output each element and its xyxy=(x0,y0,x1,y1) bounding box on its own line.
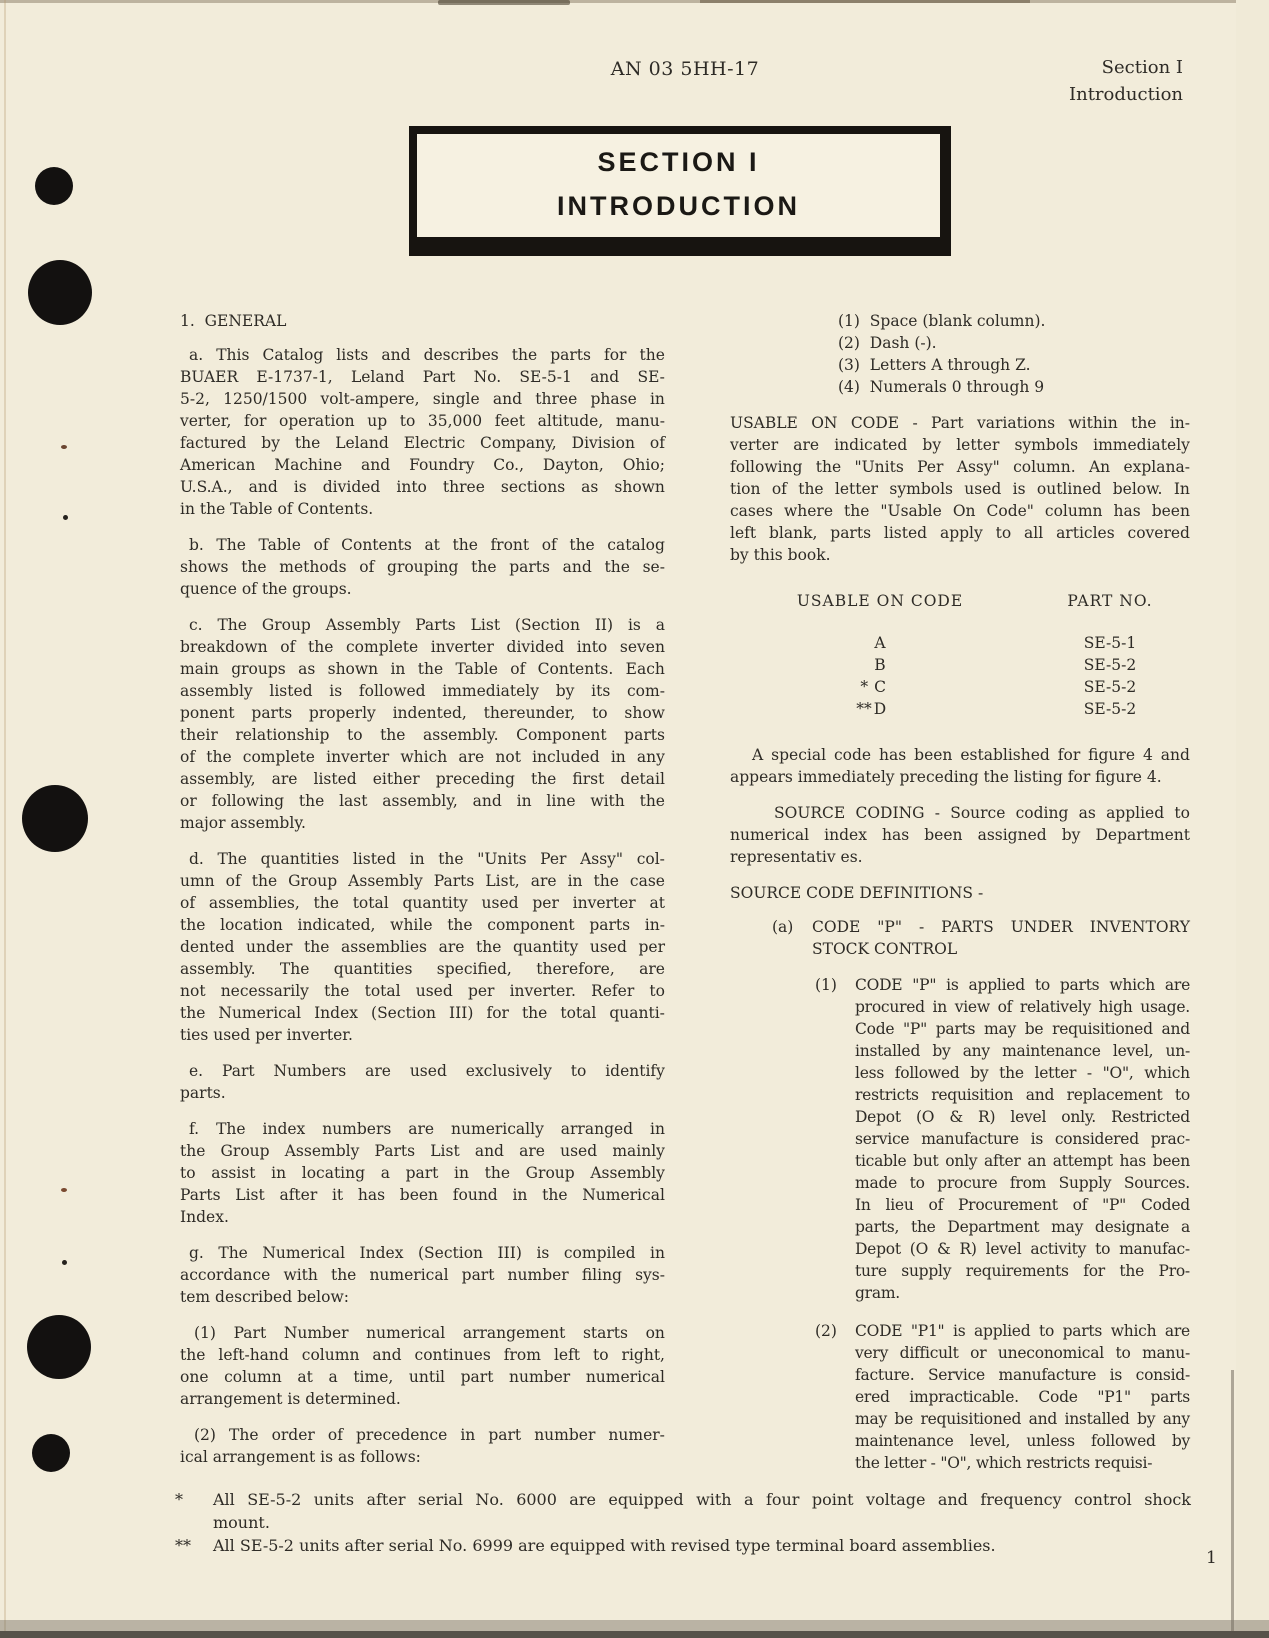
right-text-column xyxy=(730,310,1190,1490)
list-item: (4) Numerals 0 through 9 xyxy=(838,378,1045,396)
list-item: (2) Dash (-). xyxy=(838,334,937,352)
text-line: 5-2, 1250/1500 volt-ampere, single and three phase in xyxy=(180,390,665,408)
text-line: maintenance level, unless followed by xyxy=(855,1432,1190,1450)
heading: 1. GENERAL xyxy=(180,312,287,330)
column-header: USABLE ON CODE xyxy=(796,592,964,610)
left-text-column xyxy=(180,310,665,1482)
text-line: arrangement is determined. xyxy=(180,1390,401,1408)
paragraph-label: (2) xyxy=(815,1322,837,1340)
text-line: A special code has been established for figure 4 and xyxy=(752,746,1190,764)
ink-speck xyxy=(61,445,67,449)
header-introduction-line: Introduction xyxy=(1069,84,1183,105)
text-line: service manufacture is considered prac- xyxy=(855,1130,1190,1148)
footnotes xyxy=(175,1488,1191,1557)
section-title-box xyxy=(409,126,951,256)
text-line: assembly. The quantities specified, therefore, are xyxy=(180,960,665,978)
paragraph xyxy=(180,1424,665,1468)
text-line: CODE "P" - PARTS UNDER INVENTORY xyxy=(812,918,1190,936)
text-line: In lieu of Procurement of "P" Coded xyxy=(855,1196,1190,1214)
paragraph xyxy=(730,802,1190,868)
table-row xyxy=(730,632,1190,654)
text-line: cases where the "Usable On Code" column has been xyxy=(730,502,1190,520)
footnote xyxy=(175,1534,1191,1557)
text-line: mount. xyxy=(213,1513,270,1532)
text-line: appears immediately preceding the listing for figure 4. xyxy=(730,768,1162,786)
ink-speck xyxy=(61,1188,67,1192)
usable-on-code-cell: A xyxy=(874,634,886,652)
text-line: in the Table of Contents. xyxy=(180,500,374,518)
text-line: ture supply requirements for the Pro- xyxy=(855,1262,1190,1280)
binder-hole-dot xyxy=(27,1315,91,1379)
paragraph xyxy=(730,412,1190,566)
text-line: accordance with the numerical part number filing sys- xyxy=(180,1266,665,1284)
scan-bottom-edge xyxy=(0,1631,1269,1638)
code-order-list xyxy=(730,310,1190,398)
text-line: the Numerical Index (Section III) for the total quanti- xyxy=(180,1004,665,1022)
paragraph xyxy=(180,1322,665,1410)
paragraph xyxy=(180,1242,665,1308)
text-line: less followed by the letter - "O", which xyxy=(855,1064,1190,1082)
text-line: installed by any maintenance level, un- xyxy=(855,1042,1190,1060)
text-line: main groups as shown in the Table of Contents. Each xyxy=(180,660,665,678)
text-line: made to procure from Supply Sources. xyxy=(855,1174,1190,1192)
paragraph xyxy=(180,344,665,520)
paragraph-label: (a) xyxy=(772,918,794,936)
text-line: c. The Group Assembly Parts List (Section II) is a xyxy=(189,616,665,634)
text-line: USABLE ON CODE - Part variations within the in- xyxy=(730,414,1190,432)
text-line: b. The Table of Contents at the front of the catalog xyxy=(189,536,665,554)
binder-hole-dot xyxy=(32,1434,70,1472)
text-line: left blank, parts listed apply to all articles covered xyxy=(730,524,1190,542)
text-line: ered impracticable. Code "P1" parts xyxy=(855,1388,1190,1406)
paragraph xyxy=(730,744,1190,788)
text-line: ticable but only after an attempt has been xyxy=(855,1152,1190,1170)
text-line: ponent parts properly indented, thereunder, to show xyxy=(180,704,665,722)
text-line: not necessarily the total used per inverter. Refer to xyxy=(180,982,665,1000)
scan-top-edge-mark xyxy=(700,0,1030,3)
ink-speck xyxy=(62,1260,67,1265)
text-line: U.S.A., and is divided into three sections as shown xyxy=(180,478,665,496)
text-line: numerical index has been assigned by Department xyxy=(730,826,1190,844)
text-line: facture. Service manufacture is consid- xyxy=(855,1366,1190,1384)
text-line: tion of the letter symbols used is outlined below. In xyxy=(730,480,1190,498)
scan-top-edge xyxy=(0,0,1269,3)
text-line: procured in view of relatively high usage. xyxy=(855,998,1190,1016)
column-header: PART NO. xyxy=(1067,592,1153,610)
paragraph xyxy=(180,1060,665,1104)
text-line: representativ es. xyxy=(730,848,863,866)
text-line: a. This Catalog lists and describes the parts for the xyxy=(189,346,665,364)
text-line: All SE-5-2 units after serial No. 6999 are equipped with revised type terminal board assemblies. xyxy=(213,1536,996,1555)
text-line: CODE "P1" is applied to parts which are xyxy=(855,1322,1190,1340)
text-line: factured by the Leland Electric Company, Division of xyxy=(180,434,665,452)
labeled-paragraph xyxy=(730,1320,1190,1474)
usable-on-code-cell: D ** xyxy=(856,700,887,718)
usable-on-code-cell: C * xyxy=(860,678,886,696)
list-item: (3) Letters A through Z. xyxy=(838,356,1031,374)
ink-speck xyxy=(63,515,68,520)
heading: SOURCE CODE DEFINITIONS - xyxy=(730,884,984,902)
footnote-marker: ** xyxy=(175,1536,191,1555)
scan-top-edge-mark xyxy=(438,0,570,5)
part-no-cell: SE-5-2 xyxy=(1083,700,1137,718)
text-line: (2) The order of precedence in part number numer- xyxy=(194,1426,665,1444)
text-line: tem described below: xyxy=(180,1288,349,1306)
text-line: of the complete inverter which are not included in any xyxy=(180,748,665,766)
paragraph xyxy=(180,534,665,600)
part-no-cell: SE-5-2 xyxy=(1083,678,1137,696)
usable-on-code-cell: B xyxy=(874,656,886,674)
text-line: quence of the groups. xyxy=(180,580,352,598)
text-line: Depot (O & R) level only. Restricted xyxy=(855,1108,1190,1126)
text-line: breakdown of the complete inverter divided into seven xyxy=(180,638,665,656)
text-line: SOURCE CODING - Source coding as applied to xyxy=(774,804,1190,822)
header-section-line: Section I xyxy=(1101,57,1183,78)
scan-left-crease xyxy=(4,0,6,1638)
text-line: dented under the assemblies are the quantity used per xyxy=(180,938,665,956)
text-line: g. The Numerical Index (Section III) is compiled in xyxy=(189,1244,665,1262)
text-line: American Machine and Foundry Co., Dayton, Ohio; xyxy=(180,456,665,474)
table-header-row xyxy=(730,590,1190,612)
table-row xyxy=(730,654,1190,676)
paragraph xyxy=(180,614,665,834)
text-line: their relationship to the assembly. Component parts xyxy=(180,726,665,744)
list-item: (1) Space (blank column). xyxy=(838,312,1046,330)
text-line: Depot (O & R) level activity to manufac- xyxy=(855,1240,1190,1258)
text-line: or following the last assembly, and in line with the xyxy=(180,792,665,810)
text-line: (1) Part Number numerical arrangement starts on xyxy=(194,1324,665,1342)
text-line: to assist in locating a part in the Group Assembly xyxy=(180,1164,665,1182)
text-line: CODE "P" is applied to parts which are xyxy=(855,976,1190,994)
text-line: the Group Assembly Parts List and are used mainly xyxy=(180,1142,665,1160)
footnote-marker: ** xyxy=(856,700,872,718)
text-line: gram. xyxy=(855,1284,900,1302)
section-title-line1: SECTION I xyxy=(597,147,760,177)
text-line: assembly listed is followed immediately by its com- xyxy=(180,682,665,700)
paragraph-label: (1) xyxy=(815,976,837,994)
text-line: restricts requisition and replacement to xyxy=(855,1086,1190,1104)
text-line: verter, for operation up to 35,000 feet altitude, manu- xyxy=(180,412,665,430)
footnote xyxy=(175,1488,1191,1534)
section-title-line2: INTRODUCTION xyxy=(557,191,800,221)
text-line: may be requisitioned and installed by any xyxy=(855,1410,1190,1428)
text-line: f. The index numbers are numerically arranged in xyxy=(189,1120,665,1138)
text-line: All SE-5-2 units after serial No. 6000 are equipped with a four point voltage and frequency control shock xyxy=(213,1490,1191,1509)
text-line: the location indicated, while the component parts in- xyxy=(180,916,665,934)
labeled-paragraph xyxy=(730,916,1190,960)
text-line: the letter - "O", which restricts requisi- xyxy=(855,1454,1153,1472)
text-line: following the "Units Per Assy" column. An explana- xyxy=(730,458,1190,476)
text-line: parts. xyxy=(180,1084,226,1102)
part-no-cell: SE-5-2 xyxy=(1083,656,1137,674)
paragraph xyxy=(180,848,665,1046)
text-line: of assemblies, the total quantity used per inverter at xyxy=(180,894,665,912)
document-number: AN 03 5HH-17 xyxy=(610,58,760,80)
scan-right-edge-line xyxy=(1231,1370,1234,1638)
text-line: ties used per inverter. xyxy=(180,1026,353,1044)
text-line: the left-hand column and continues from left to right, xyxy=(180,1346,665,1364)
usable-on-code-table xyxy=(730,590,1190,720)
text-line: parts, the Department may designate a xyxy=(855,1218,1190,1236)
binder-hole-dot xyxy=(28,260,92,325)
binder-hole-dot xyxy=(35,167,73,205)
text-line: very difficult or uneconomical to manu- xyxy=(855,1344,1190,1362)
text-line: Parts List after it has been found in the Numerical xyxy=(180,1186,665,1204)
text-line: BUAER E-1737-1, Leland Part No. SE-5-1 and SE- xyxy=(180,368,665,386)
text-line: d. The quantities listed in the "Units Per Assy" col- xyxy=(189,850,665,868)
text-line: one column at a time, until part number numerical xyxy=(180,1368,665,1386)
table-row xyxy=(730,698,1190,720)
text-line: verter are indicated by letter symbols immediately xyxy=(730,436,1190,454)
text-line: major assembly. xyxy=(180,814,306,832)
text-line: ical arrangement is as follows: xyxy=(180,1448,421,1466)
footnote-marker: * xyxy=(860,678,869,696)
page-number: 1 xyxy=(1206,1548,1217,1568)
text-line: umn of the Group Assembly Parts List, are in the case xyxy=(180,872,665,890)
part-no-cell: SE-5-1 xyxy=(1083,634,1137,652)
text-line: shows the methods of grouping the parts and the se- xyxy=(180,558,665,576)
text-line: Index. xyxy=(180,1208,229,1226)
header-section-label xyxy=(1069,54,1183,108)
scan-right-page-edge xyxy=(1236,0,1269,1638)
labeled-paragraph xyxy=(730,974,1190,1304)
table-row xyxy=(730,676,1190,698)
binder-hole-dot xyxy=(22,785,88,852)
text-line: assembly, are listed either preceding the first detail xyxy=(180,770,665,788)
text-line: Code "P" parts may be requisitioned and xyxy=(855,1020,1190,1038)
text-line: e. Part Numbers are used exclusively to identify xyxy=(189,1062,665,1080)
paragraph xyxy=(180,1118,665,1228)
text-line: STOCK CONTROL xyxy=(812,940,958,958)
footnote-marker: * xyxy=(175,1490,183,1509)
text-line: by this book. xyxy=(730,546,831,564)
